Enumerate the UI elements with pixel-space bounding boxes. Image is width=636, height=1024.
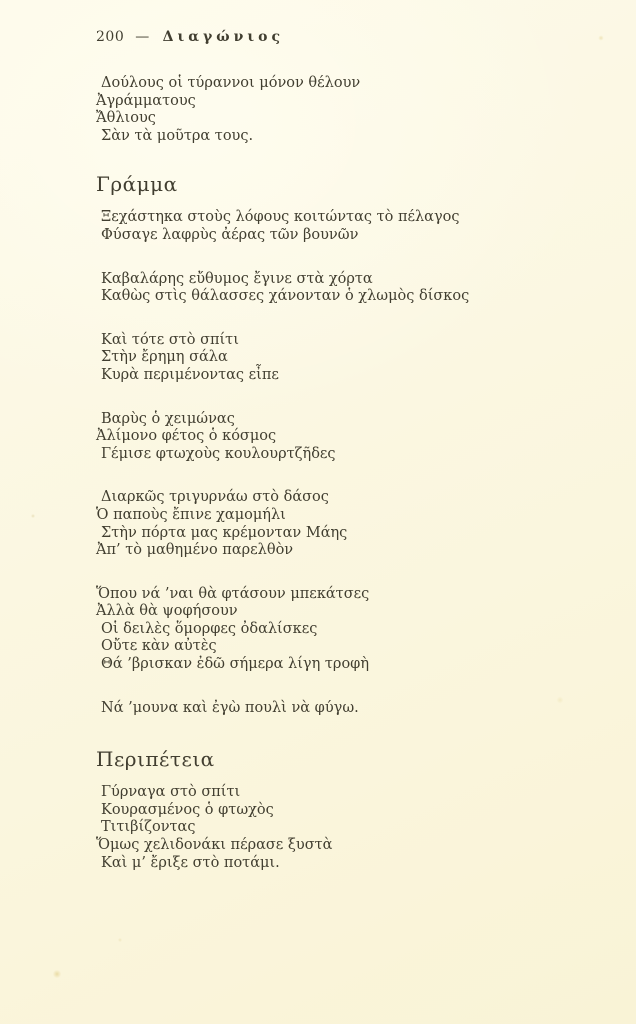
header-separator: —: [135, 29, 150, 45]
poem-line: Ὁ παποὺς ἔπινε χαμομήλι: [96, 506, 286, 523]
stanza: [96, 209, 586, 244]
poem-line: Γύρναγα στὸ σπίτι: [101, 784, 241, 801]
poem-line: Καὶ τότε στὸ σπίτι: [101, 331, 239, 348]
poem-line: Κουρασμένος ὁ φτωχὸς: [101, 801, 274, 818]
poem-line: Ὅπου νά ’ναι θὰ φτάσουν μπεκάτσες: [96, 585, 370, 602]
poem-line: Γέμισε φτωχοὺς κουλουρτζῆδες: [101, 445, 336, 462]
stanza: [96, 411, 586, 464]
poem-line: Ἀγράμματους: [96, 92, 196, 109]
poem-line: Σὰν τὰ μοῦτρα τους.: [101, 127, 254, 144]
poem-line: Νά ’μουνα καὶ ἐγὼ πουλὶ νὰ φύγω.: [101, 699, 359, 716]
poem-line: Φύσαγε λαφρὺς ἀέρας τῶν βουνῶν: [101, 226, 359, 243]
poem-line: Ἄθλιους: [96, 110, 156, 127]
poem-line: Ἀλίμονο φέτος ὁ κόσμος: [96, 428, 277, 445]
poem-line: Ἀπ’ τὸ μαθημένο παρελθὸν: [96, 542, 294, 559]
poem-line: Δούλους οἱ τύραννοι μόνον θέλουν: [101, 75, 361, 91]
running-header: [96, 29, 586, 46]
poem-line: Καὶ μ’ ἔριξε στὸ ποτάμι.: [101, 854, 280, 871]
journal-title: Διαγώνιος: [162, 29, 284, 45]
poem-line: Θά ’βρισκαν ἐδῶ σήμερα λίγη τροφὴ: [101, 656, 370, 673]
stanza: [96, 271, 586, 306]
poem-line: Κυρὰ περιμένοντας εἶπε: [101, 366, 279, 383]
poem-line: Ἀλλὰ θὰ ψοφήσουν: [96, 603, 238, 620]
poem-line: Καθὼς στὶς θάλασσες χάνονταν ὁ χλωμὸς δίσκος: [101, 288, 470, 305]
stanza: [96, 586, 586, 674]
poem-line: Ξεχάστηκα στοὺς λόφους κοιτώντας τὸ πέλαγος: [101, 209, 460, 226]
page-number: 200: [96, 29, 125, 45]
poem-line: Οὔτε κὰν αὐτὲς: [101, 638, 217, 655]
stanza: [96, 784, 586, 872]
poem-title-gramma: Γράμμα: [96, 172, 178, 197]
stanza: [96, 700, 586, 718]
poem-line: Βαρὺς ὁ χειμώνας: [101, 410, 235, 427]
poem-line: Καβαλάρης εὔθυμος ἔγινε στὰ χόρτα: [101, 270, 373, 287]
poem-line: Τιτιβίζοντας: [101, 819, 196, 836]
poem-line: Στὴν πόρτα μας κρέμονταν Μάης: [101, 524, 348, 541]
stanza: [96, 489, 586, 559]
poem-line: Στὴν ἔρημη σάλα: [101, 349, 228, 366]
poem-line: Ὅμως χελιδονάκι πέρασε ξυστὰ: [96, 837, 333, 854]
poem-title-peripeteia: Περιπέτεια: [96, 747, 215, 772]
intro-stanza: [96, 75, 586, 145]
poem-line: Οἱ δειλὲς ὅμορφες ὀδαλίσκες: [101, 620, 318, 637]
stanza: [96, 332, 586, 385]
poem-line: Διαρκῶς τριγυρνάω στὸ δάσος: [101, 489, 329, 506]
